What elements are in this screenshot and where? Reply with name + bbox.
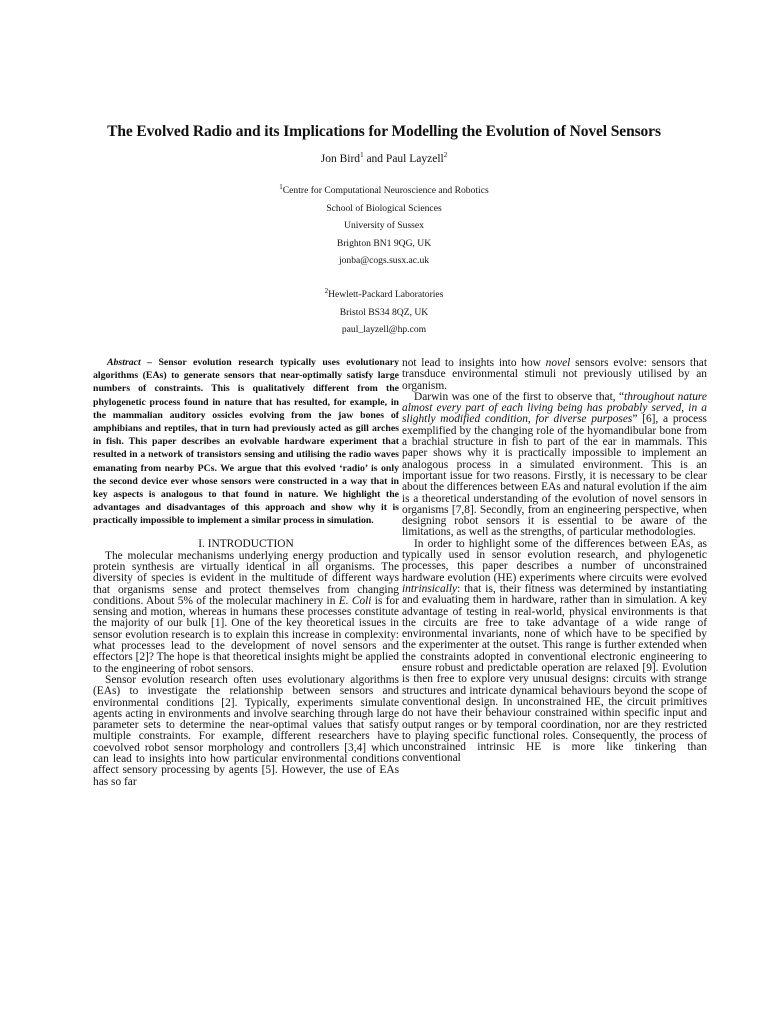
intro-p5-text-b: : that is, their fitness was determined by instantiating and evaluating them in hardware, rather than in simulation. A key advantage of testing in real-world, physical environments is that the circuits are free to take advantage of a wide range of environmental invariants, none of which have to be specified by the experimenter at the outset. This range is further extended when the constraints adopted in conventional electronic engineering to ensure robust and predictable operation are relaxed [9]. Evolution is then free to explore very unusual designs: circuits with strange structures and intricate dynamical behaviours beyond the scope of conventional design. In unconstrained HE, the circuit primitives do not have their behaviour constrained within specific input and output ranges or by temporal coordination, nor are they restricted to playing specific functional roles. Consequently, the process of unconstrained intrinsic HE is more like tinkering than conventional xyxy=(402,582,707,765)
left-column xyxy=(93,356,399,788)
intro-p4-quote: throughout nature almost every part of each living being has probably served, in a slightly modified condition, for diverse purposes xyxy=(402,390,707,426)
intro-p4-text-a: Darwin was one of the first to observe that, “ xyxy=(414,390,625,403)
section-heading-introduction: I. INTRODUCTION xyxy=(198,537,294,550)
affiliation-1-line-2: School of Biological Sciences xyxy=(326,202,442,214)
intro-p3-text-b: sensors evolve: sensors that transduce environmental stimuli not previously utilised by an organism. xyxy=(402,357,707,392)
affiliation-1-email: jonba@cogs.susx.ac.uk xyxy=(338,255,430,266)
affiliation-2-superscript: 2 xyxy=(324,286,329,295)
author-connector: and xyxy=(363,153,386,165)
intro-p3-text-a: not lead to insights into how xyxy=(402,357,546,369)
intro-p1-text-a: The molecular mechanisms underlying energy production and protein synthesis are virtually identical in all organisms. The diversity of species is evident in the multitude of different ways that organisms sense and protect themselves from changing conditions. About 5% of the molecular machinery in xyxy=(93,549,399,607)
author-2: Paul Layzell xyxy=(385,153,444,165)
abstract-label: Abstract – xyxy=(107,357,153,368)
right-column xyxy=(402,358,707,765)
intro-p1-emphasis: E. Coli xyxy=(338,594,372,607)
abstract xyxy=(93,356,399,528)
intro-paragraph-1 xyxy=(93,551,399,675)
author-2-superscript: 2 xyxy=(443,151,448,160)
affiliation-1-line-4: Brighton BN1 9QG, UK xyxy=(336,237,432,249)
affiliation-2-line-2: Bristol BS34 8QZ, UK xyxy=(339,306,429,318)
affiliation-2-line-1: Hewlett-Packard Laboratories xyxy=(328,289,444,300)
affiliation-1 xyxy=(0,182,768,270)
affiliation-1-line-1: Centre for Computational Neuroscience and Robotics xyxy=(282,185,489,196)
intro-paragraph-4 xyxy=(402,392,707,539)
author-1-superscript: 1 xyxy=(360,151,364,160)
intro-p5-emphasis: intrinsically xyxy=(402,582,458,595)
affiliation-1-superscript: 1 xyxy=(279,182,283,191)
intro-p4-text-b: ” [6], a process exemplified by the changing role of the hyomandibular bone from a brachial structure in fish to part of the ear in mammals. This paper shows why it is practically impossible to implement an analogous process in a simulated environment. This is an important issue for two reasons. Firstly, it is necessary to be clear about the differences between EAs and natural evolution if the aim is a theoretical understanding of the evolution of novel sensors in organisms [7,8]. Secondly, from an engineering perspective, when designing robot sensors it is essential to be aware of the limitations, as well as the strengths, of particular methodologies. xyxy=(402,413,707,539)
intro-p1-text-b: is for sensing and motion, whereas in humans these processes constitute the majority of our bulk [1]. One of the key theoretical issues in sensor evolution research is to explain this increase in complexity: what processes lead to the development of novel sensors and effectors [2]? The hope is that theoretical insights might be applied to the engineering of robot sensors. xyxy=(93,594,399,675)
author-line xyxy=(0,151,768,167)
intro-paragraph-3 xyxy=(402,358,707,392)
abstract-text: Sensor evolution research typically uses evolutionary algorithms (EAs) to generate sensors that near-optimally satisfy large numbers of constraints. This is qualitatively different from the phylogenetic process found in nature that has resulted, for example, in the mammalian auditory ossicles evolving from the jaw bones of amphibians and reptiles, that in turn had previously acted as gill arches in fish. This paper describes an evolvable hardware experiment that resulted in a network of transistors sensing and utilising the radio waves emanating from nearby PCs. We argue that this evolved ‘radio’ is only the second device ever whose sensors were constructed in a way that in key aspects is analogous to that found in nature. We highlight the advantages and disadvantages of this approach and show why it is practically impossible to implement a similar process in simulation. xyxy=(93,357,399,527)
affiliation-2 xyxy=(0,286,768,339)
intro-p3-emphasis: novel xyxy=(545,357,571,369)
affiliation-1-line-3: University of Sussex xyxy=(344,220,424,231)
intro-paragraph-5 xyxy=(402,539,707,765)
author-1: Jon Bird xyxy=(320,153,361,165)
intro-p5-text-a: In order to highlight some of the differences between EAs, as typically used in sensor evolution research, and phylogenetic processes, this paper describes a number of unconstrained hardware evolution (HE) experiments where circuits were evolved xyxy=(402,537,707,584)
paper-title: The Evolved Radio and its Implications for Modelling the Evolution of Novel Sensors xyxy=(107,123,661,140)
intro-paragraph-2: Sensor evolution research often uses evolutionary algorithms (EAs) to investigate the relationship between sensors and environmental conditions [2]. Typically, experiments simulate agents acting in environments and involve searching through large parameter sets to determine the near-optimal values that satisfy multiple constraints. For example, different researchers have coevolved robot sensor morphology and controllers [3,4] which can lead to insights into how particular environmental conditions affect sensory processing by agents [5]. However, the use of EAs has so far xyxy=(93,673,399,788)
affiliation-2-email: paul_layzell@hp.com xyxy=(341,324,427,335)
